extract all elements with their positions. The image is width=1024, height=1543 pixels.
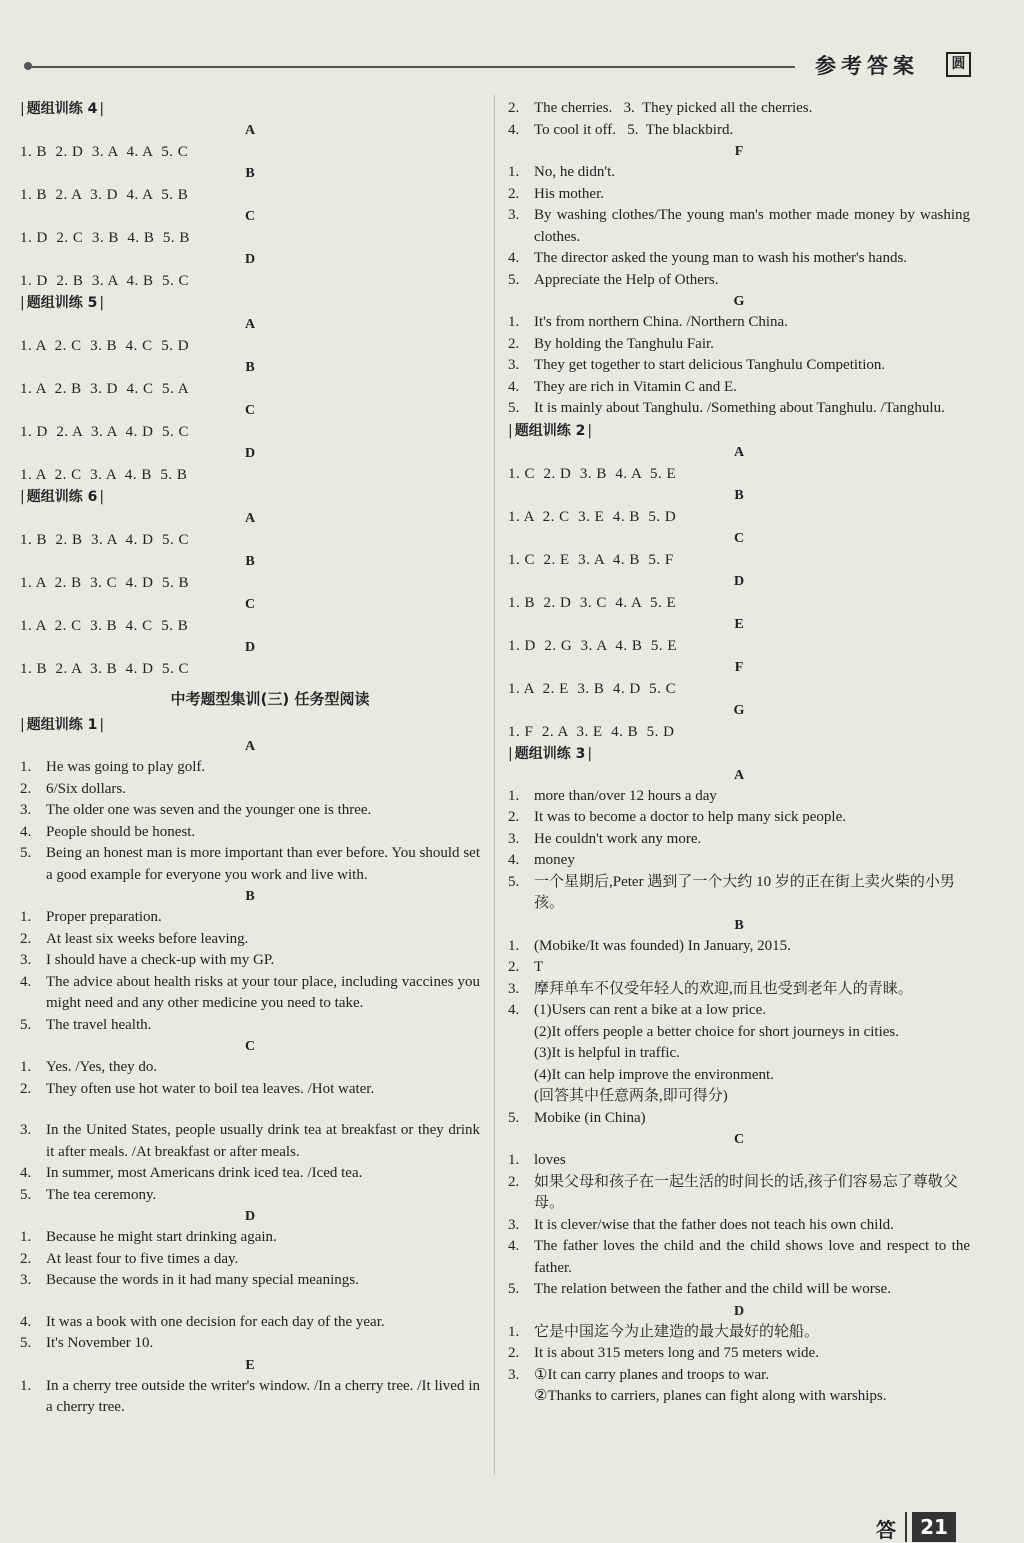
answer-item — [508, 120, 970, 142]
answer-item — [508, 398, 970, 420]
right-column — [508, 98, 970, 1408]
answer-item — [508, 312, 970, 334]
answer-item — [508, 807, 970, 829]
answer-item — [508, 355, 970, 377]
sub-answer: ②Thanks to carriers, planes can fight along with warships. — [534, 1388, 887, 1404]
answer-line: 1. D 2. G 3. A 4. B 5. E — [508, 637, 678, 654]
item-number: 3. — [508, 980, 520, 997]
sub-answer: (4)It can help improve the environment. — [534, 1066, 774, 1083]
item-text: He was going to play golf. — [46, 759, 206, 775]
answer-item — [508, 334, 970, 356]
item-text: The relation between the father and the child will be worse. — [534, 1281, 891, 1297]
answer-item — [508, 377, 970, 399]
answer-item — [20, 800, 480, 822]
section-label: F — [734, 659, 744, 675]
item-text: loves — [534, 1152, 566, 1168]
answer-item — [508, 184, 970, 206]
item-text: In summer, most Americans drink iced tea. /Iced tea. — [46, 1165, 363, 1181]
group-heading: | 题组训练 5 | — [20, 292, 480, 314]
answer-line: 1. A 2. C 3. B 4. C 5. B — [20, 618, 189, 634]
section-label: A — [244, 739, 256, 754]
item-text: It was a book with one decision for each day of the year. — [46, 1313, 385, 1330]
answer-item — [508, 1172, 970, 1215]
answer-item — [20, 1270, 480, 1292]
answer-item — [20, 1057, 480, 1079]
item-number: 5. — [508, 1281, 520, 1297]
page-header-title: 参考答案 — [815, 54, 919, 78]
answer-item — [20, 1120, 480, 1163]
section-label: C — [244, 403, 256, 418]
item-number: 1. — [508, 1152, 520, 1168]
item-text: His mother. — [534, 185, 604, 202]
answer-line: 1. D 2. A 3. A 4. D 5. C — [20, 424, 190, 440]
left-column — [20, 98, 480, 1419]
item-number: 4. — [20, 823, 32, 840]
item-text: 一个星期后,Peter 遇到了一个大约 10 岁的正在街上卖火柴的小男孩。 — [534, 873, 955, 911]
item-number: 2. — [508, 335, 520, 352]
item-text: To cool it off. 5. The blackbird. — [534, 121, 734, 138]
item-text: ①It can carry planes and troops to war. — [534, 1366, 770, 1383]
item-text: Being an honest man is more important than ever before. You should set a good example for everyone you work and live with. — [46, 845, 480, 883]
answer-item — [508, 1365, 970, 1387]
item-text: 如果父母和孩子在一起生活的时间长的话,孩子们容易忘了尊敬父母。 — [534, 1173, 958, 1211]
answer-line: 1. B 2. B 3. A 4. D 5. C — [20, 532, 190, 548]
item-text: Yes. /Yes, they do. — [46, 1059, 158, 1075]
item-text: The advice about health risks at your tour place, including vaccines you might need and any other medicine you need to take. — [46, 973, 480, 1011]
group-heading: | 题组训练 1 | — [20, 714, 480, 736]
section-label: C — [733, 530, 745, 546]
item-text: He couldn't work any more. — [534, 830, 702, 847]
answer-item — [20, 1015, 480, 1037]
item-text: The tea ceremony. — [46, 1186, 157, 1203]
item-number: 1. — [508, 1323, 520, 1340]
item-number: 2. — [508, 959, 520, 975]
item-text: Because the words in it had many special meanings. — [46, 1272, 359, 1288]
answer-item — [508, 1236, 970, 1279]
item-text: The travel health. — [46, 1016, 152, 1033]
item-number: 3. — [20, 952, 32, 968]
item-text: I should have a check-up with my GP. — [46, 952, 275, 968]
item-number: 4. — [508, 1002, 520, 1018]
section-label: C — [733, 1132, 745, 1147]
answer-item — [20, 1163, 480, 1185]
item-number: 2. — [508, 809, 520, 825]
answer-item — [20, 1376, 480, 1419]
section-label: F — [734, 144, 744, 159]
item-number: 4. — [20, 973, 32, 990]
item-number: 5. — [20, 1186, 32, 1203]
item-number: 1. — [508, 314, 520, 330]
answer-item — [20, 1249, 480, 1271]
spacer — [20, 1292, 480, 1312]
answer-line: 1. A 2. C 3. E 4. B 5. D — [508, 508, 677, 525]
item-number: 1. — [508, 937, 520, 954]
answer-item — [20, 822, 480, 844]
item-number: 4. — [508, 121, 520, 138]
answer-item — [508, 1108, 970, 1130]
item-number: 5. — [20, 845, 32, 861]
section-label: A — [244, 123, 256, 138]
item-text: They often use hot water to boil tea leaves. /Hot water. — [46, 1080, 375, 1097]
item-number: 1. — [20, 759, 32, 775]
item-text: It's November 10. — [46, 1335, 154, 1351]
answer-item — [20, 950, 480, 972]
item-number: 3. — [508, 1366, 520, 1383]
answer-line: 1. C 2. D 3. B 4. A 5. E — [508, 465, 677, 482]
answer-item — [508, 957, 970, 979]
item-number: 4. — [508, 852, 520, 868]
answer-line: 1. D 2. B 3. A 4. B 5. C — [20, 273, 190, 289]
answer-item — [20, 1227, 480, 1249]
item-text: (Mobike/It was founded) In January, 2015. — [534, 937, 791, 954]
item-text: It is clever/wise that the father does not teach his own child. — [534, 1216, 894, 1233]
answer-item — [508, 1343, 970, 1365]
section-label: B — [245, 166, 255, 181]
answer-item — [508, 829, 970, 851]
section-label: E — [245, 1357, 255, 1373]
answer-item — [508, 205, 970, 248]
section-label: D — [244, 1209, 256, 1224]
sub-answer: (2)It offers people a better choice for short journeys in cities. — [534, 1023, 900, 1040]
answer-item — [508, 1322, 970, 1344]
item-text: It's from northern China. /Northern China. — [534, 314, 788, 330]
item-number: 2. — [20, 1080, 32, 1097]
section-label: B — [245, 360, 255, 375]
answer-line: 1. A 2. E 3. B 4. D 5. C — [508, 680, 677, 697]
item-text: (1)Users can rent a bike at a low price. — [534, 1002, 766, 1018]
section-label: E — [734, 616, 744, 632]
item-text: The older one was seven and the younger one is three. — [46, 802, 372, 818]
answer-line: 1. A 2. B 3. C 4. D 5. B — [20, 575, 190, 591]
item-text: It is mainly about Tanghulu. /Something about Tanghulu. /Tanghulu. — [534, 400, 945, 416]
answer-item — [508, 936, 970, 958]
item-number: 1. — [20, 1377, 32, 1394]
item-number: 5. — [508, 271, 520, 288]
answer-item — [508, 248, 970, 270]
section-label: D — [244, 252, 256, 267]
section-label: A — [244, 511, 256, 526]
answer-item — [20, 907, 480, 929]
answer-item — [508, 850, 970, 872]
section-label: C — [244, 597, 256, 612]
answer-item — [508, 270, 970, 292]
group-heading: | 题组训练 6 | — [20, 486, 480, 508]
answer-line: 1. B 2. A 3. D 4. A 5. B — [20, 187, 189, 203]
item-text: By holding the Tanghulu Fair. — [534, 335, 714, 352]
answer-line: 1. B 2. A 3. B 4. D 5. C — [20, 661, 190, 677]
footer-label: 答 — [876, 1518, 896, 1542]
answer-item — [20, 1333, 480, 1355]
answer-item — [20, 757, 480, 779]
item-text: They get together to start delicious Tanghulu Competition. — [534, 357, 886, 373]
section-label: D — [733, 1303, 745, 1319]
item-number: 2. — [20, 1250, 32, 1267]
item-number: 2. — [20, 780, 32, 797]
section-label: B — [245, 889, 255, 904]
item-text: People should be honest. — [46, 823, 196, 840]
item-text: The father loves the child and the child shows love and respect to the father. — [534, 1238, 970, 1276]
item-text: 它是中国迄今为止建造的最大最好的轮船。 — [534, 1323, 820, 1340]
item-text: It was to become a doctor to help many sick people. — [534, 809, 846, 825]
item-number: 2. — [20, 930, 32, 947]
item-number: 4. — [508, 250, 520, 266]
item-number: 3. — [508, 1216, 520, 1233]
sub-answer: (3)It is helpful in traffic. — [534, 1045, 680, 1061]
item-text: Appreciate the Help of Others. — [534, 271, 719, 288]
answer-line: 1. A 2. C 3. B 4. C 5. D — [20, 338, 190, 354]
item-text: T — [534, 959, 544, 975]
answer-item — [508, 98, 970, 120]
answer-item — [20, 843, 480, 886]
answer-line: 1. A 2. B 3. D 4. C 5. A — [20, 381, 190, 397]
header-rule — [30, 66, 795, 68]
item-number: 2. — [508, 100, 520, 116]
group-heading: | 题组训练 3 | — [508, 743, 970, 765]
answer-item — [508, 979, 970, 1001]
item-text: At least six weeks before leaving. — [46, 930, 249, 947]
item-number: 5. — [508, 873, 520, 890]
item-number: 2. — [508, 185, 520, 202]
item-number: 3. — [508, 830, 520, 847]
item-text: Because he might start drinking again. — [46, 1229, 277, 1245]
group-heading: | 题组训练 2 | — [508, 420, 970, 442]
answer-item — [20, 929, 480, 951]
item-text: In the United States, people usually drink tea at breakfast or they drink it after meals. /At breakfast or after meals. — [46, 1122, 480, 1160]
item-number: 3. — [20, 1122, 32, 1138]
section-label: C — [244, 1039, 256, 1054]
section-label: A — [733, 767, 745, 783]
section-label: A — [733, 444, 745, 460]
answer-item — [20, 1312, 480, 1334]
item-number: 5. — [20, 1335, 32, 1351]
item-number: 1. — [20, 1229, 32, 1245]
item-number: 1. — [20, 909, 32, 925]
answer-item — [20, 779, 480, 801]
group-heading: | 题组训练 4 | — [20, 98, 480, 120]
item-number: 4. — [508, 1238, 520, 1254]
item-number: 4. — [20, 1165, 32, 1181]
item-text: In a cherry tree outside the writer's window. /In a cherry tree. /It lived in a cherry tree. — [46, 1377, 480, 1415]
sub-answer: (回答其中任意两条,即可得分) — [534, 1088, 728, 1104]
section-label: G — [733, 702, 745, 718]
item-text: money — [534, 852, 575, 868]
answer-line: 1. F 2. A 3. E 4. B 5. D — [508, 723, 675, 740]
item-number: 2. — [508, 1173, 520, 1190]
item-text: By washing clothes/The young man's mother made money by washing clothes. — [534, 207, 970, 245]
answer-item — [20, 1185, 480, 1207]
spacer — [20, 1100, 480, 1120]
item-number: 5. — [508, 1109, 520, 1126]
item-number: 2. — [508, 1345, 520, 1361]
item-text: 6/Six dollars. — [46, 780, 127, 797]
header-badge: 圆 — [946, 52, 971, 77]
answer-item — [508, 1150, 970, 1172]
answer-line: 1. B 2. D 3. A 4. A 5. C — [20, 144, 189, 160]
item-text: It is about 315 meters long and 75 meters wide. — [534, 1345, 819, 1361]
item-number: 3. — [508, 357, 520, 373]
item-text: They are rich in Vitamin C and E. — [534, 378, 737, 395]
item-number: 3. — [508, 207, 520, 223]
page-number: 21 — [912, 1512, 956, 1542]
answer-item — [508, 786, 970, 808]
column-divider — [494, 95, 495, 1475]
section-label: D — [733, 573, 745, 589]
answer-item — [20, 972, 480, 1015]
section-label: B — [245, 554, 255, 569]
answer-line: 1. D 2. C 3. B 4. B 5. B — [20, 230, 190, 246]
item-text: Mobike (in China) — [534, 1109, 646, 1126]
answer-item — [508, 162, 970, 184]
item-number: 1. — [20, 1059, 32, 1075]
item-number: 4. — [20, 1313, 32, 1330]
section-label: D — [244, 446, 256, 461]
item-number: 4. — [508, 378, 520, 395]
section-label: D — [244, 640, 256, 655]
answer-line: 1. B 2. D 3. C 4. A 5. E — [508, 594, 677, 611]
item-text: 摩拜单车不仅受年轻人的欢迎,而且也受到老年人的青睐。 — [534, 980, 913, 997]
answer-item — [508, 1000, 970, 1022]
item-number: 5. — [508, 400, 520, 416]
item-text: No, he didn't. — [534, 164, 616, 180]
answer-item — [508, 1215, 970, 1237]
item-text: more than/over 12 hours a day — [534, 787, 717, 804]
item-number: 3. — [20, 802, 32, 818]
answer-line: 1. A 2. C 3. A 4. B 5. B — [20, 467, 188, 483]
item-number: 5. — [20, 1016, 32, 1033]
item-text: At least four to five times a day. — [46, 1250, 239, 1267]
answer-line: 1. C 2. E 3. A 4. B 5. F — [508, 551, 674, 568]
item-number: 1. — [508, 787, 520, 804]
section-label: A — [244, 317, 256, 332]
answer-item — [508, 872, 970, 915]
item-text: The cherries. 3. They picked all the cherries. — [534, 100, 813, 116]
answer-item — [508, 1279, 970, 1301]
section-label: B — [734, 917, 744, 933]
answer-item — [20, 1079, 480, 1101]
item-number: 3. — [20, 1272, 32, 1288]
section-label: G — [733, 294, 745, 309]
section-label: B — [734, 487, 744, 503]
item-text: Proper preparation. — [46, 909, 162, 925]
section-label: C — [244, 209, 256, 224]
item-number: 1. — [508, 164, 520, 180]
item-text: The director asked the young man to wash his mother's hands. — [534, 250, 908, 266]
section-title: 中考题型集训(三) 任务型阅读 — [170, 690, 370, 708]
